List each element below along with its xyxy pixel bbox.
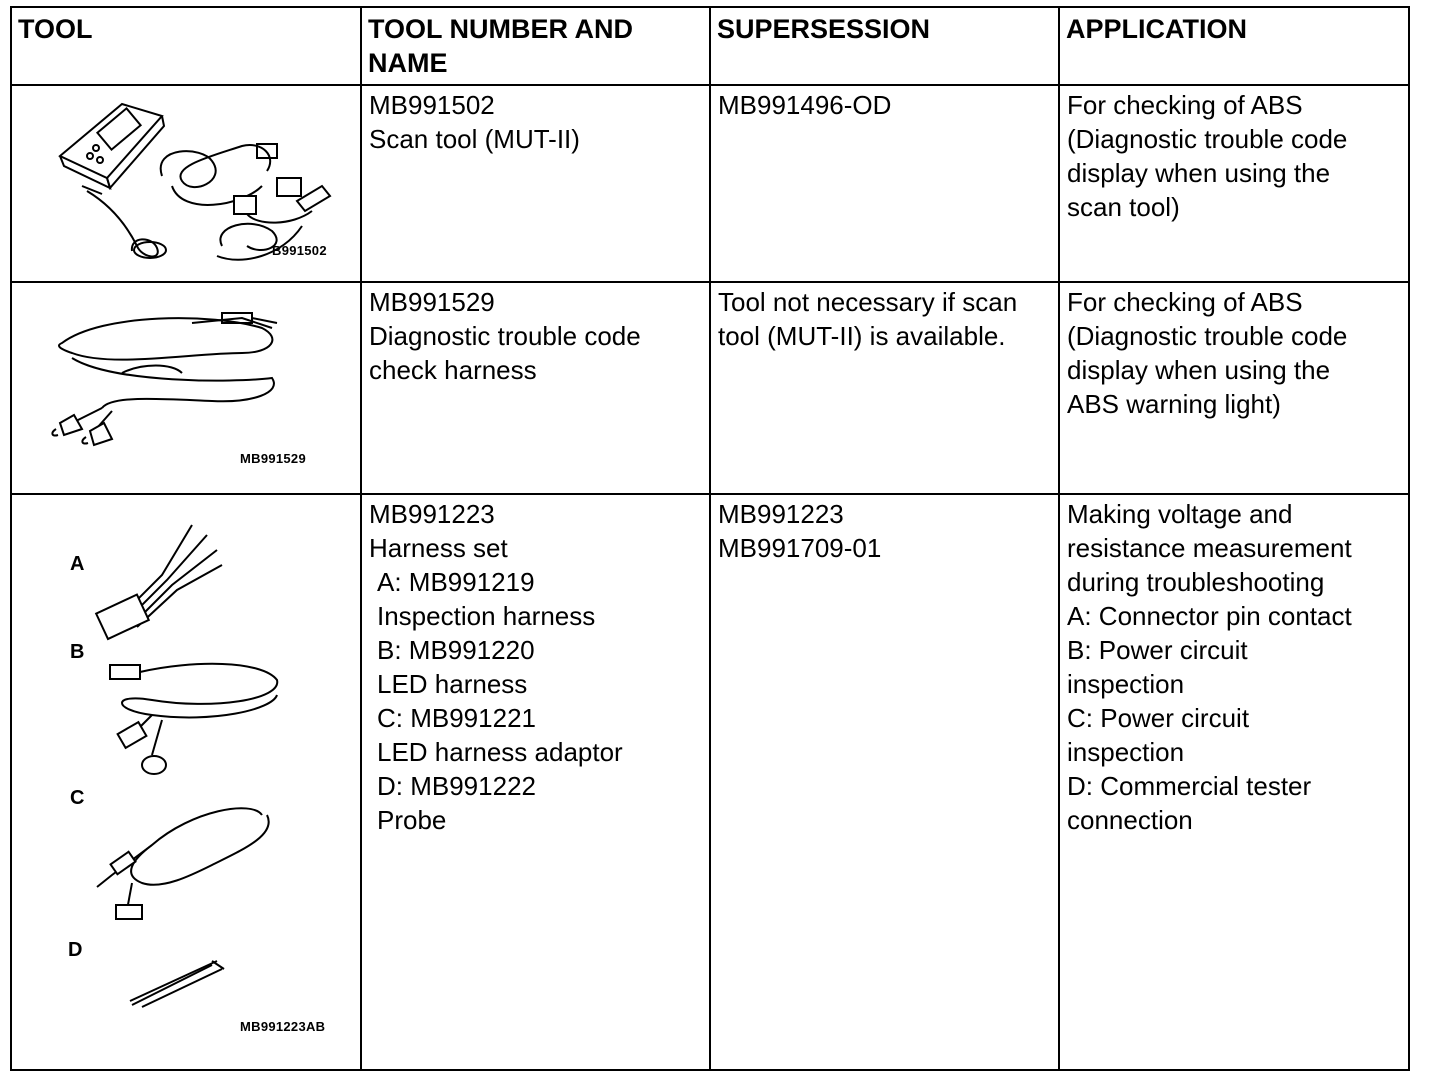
tool-image-caption: B991502 xyxy=(272,243,327,258)
header-row xyxy=(11,7,1409,85)
tool-image-cell xyxy=(11,282,361,494)
supersession-cell: Tool not necessary if scan tool (MUT-II) is available. xyxy=(710,282,1059,494)
tool-image-cell xyxy=(11,494,361,1070)
application-cell: Making voltage and resistance measurement during troubleshooting A: Connector pin contact B: Power circuit inspection C: Power circuit inspection D: Commercial tester connection xyxy=(1059,494,1409,1070)
application-cell: For checking of ABS (Diagnostic trouble code display when using the scan tool) xyxy=(1059,85,1409,282)
table-row xyxy=(11,85,1409,282)
tool-number-name-cell: MB991502 Scan tool (MUT-II) xyxy=(361,85,710,282)
image-letter-b: B xyxy=(70,641,85,663)
tool-image-caption: MB991223AB xyxy=(240,1019,326,1034)
image-letter-d: D xyxy=(68,939,83,961)
tool-number-name-cell: MB991223 Harness set A: MB991219 Inspection harness B: MB991220 LED harness C: MB991221 LED harness adaptor D: MB991222 Probe xyxy=(361,494,710,1070)
harness-set-illustration xyxy=(12,495,358,1067)
special-tools-table xyxy=(10,6,1410,1071)
table-row xyxy=(11,282,1409,494)
header-supersession: SUPERSESSION xyxy=(710,7,1059,85)
tool-image-caption: MB991529 xyxy=(240,451,306,466)
table-row xyxy=(11,494,1409,1070)
tool-image-cell xyxy=(11,85,361,282)
check-harness-illustration xyxy=(12,283,358,491)
header-tool-number-name: TOOL NUMBER AND NAME xyxy=(361,7,710,85)
supersession-cell: MB991496-OD xyxy=(710,85,1059,282)
header-tool: TOOL xyxy=(11,7,361,85)
header-application: APPLICATION xyxy=(1059,7,1409,85)
supersession-cell: MB991223 MB991709-01 xyxy=(710,494,1059,1070)
application-cell: For checking of ABS (Diagnostic trouble code display when using the ABS warning light) xyxy=(1059,282,1409,494)
image-letter-c: C xyxy=(70,787,85,809)
image-letter-a: A xyxy=(70,553,85,575)
tool-number-name-cell: MB991529 Diagnostic trouble code check harness xyxy=(361,282,710,494)
